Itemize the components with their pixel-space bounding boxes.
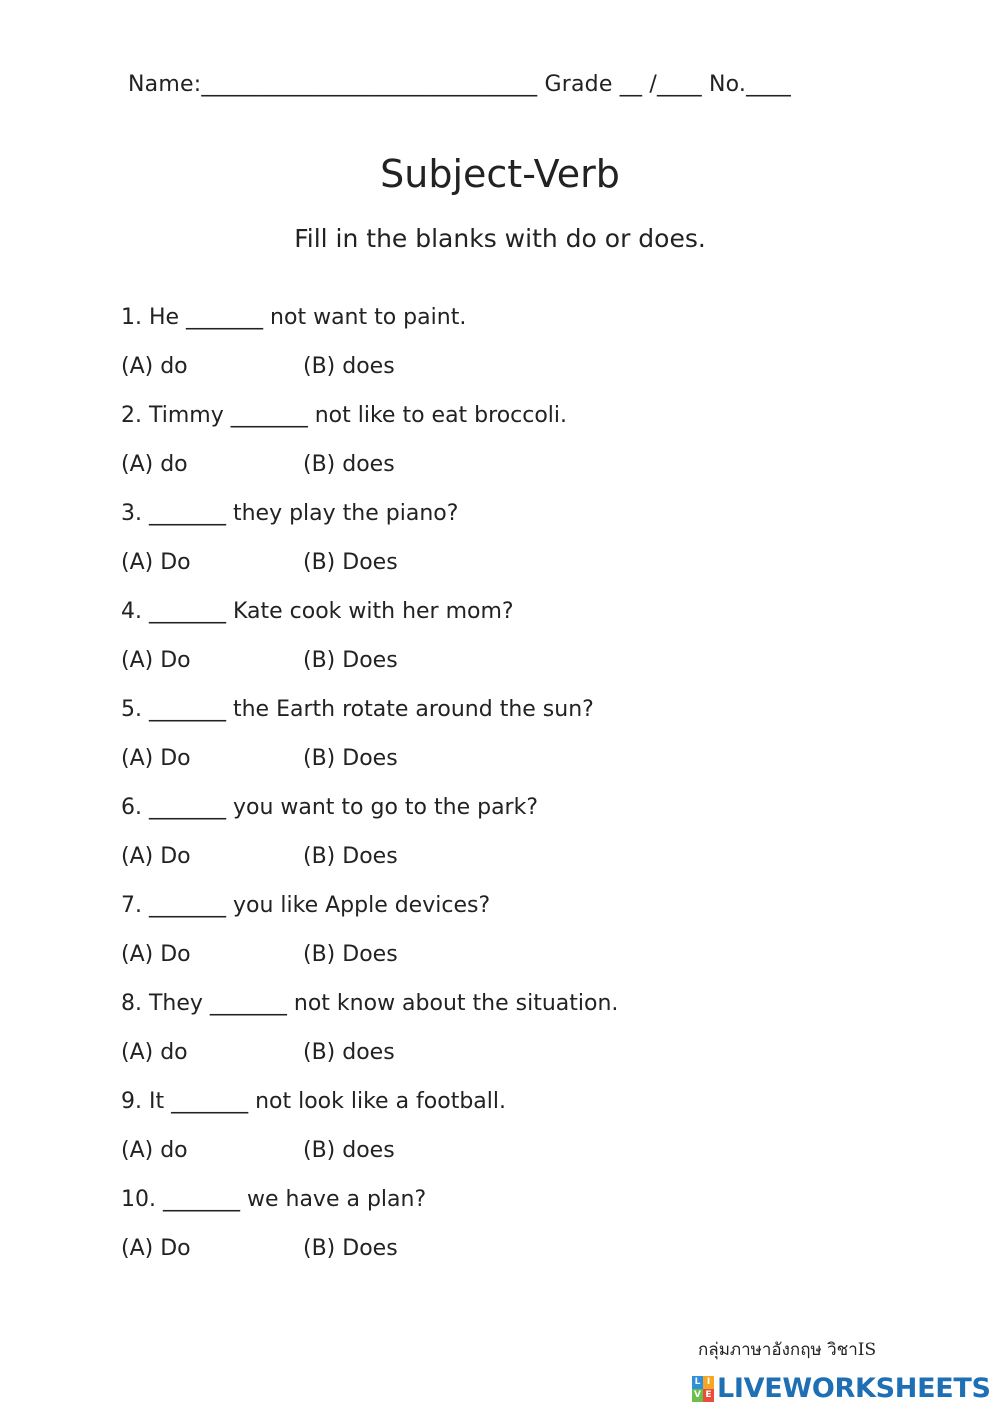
option-a[interactable]: (A) Do (121, 942, 191, 967)
question-text: 3. _______ they play the piano? (121, 501, 459, 526)
answer-options (121, 1229, 941, 1278)
option-b[interactable]: (B) Does (303, 550, 398, 575)
liveworksheets-wordmark: LIVEWORKSHEETS (717, 1373, 991, 1404)
question-text: 9. It _______ not look like a football. (121, 1089, 507, 1114)
question-9 (121, 1082, 941, 1180)
option-a[interactable]: (A) do (121, 354, 188, 379)
question-text: 10. _______ we have a plan? (121, 1187, 427, 1212)
option-a[interactable]: (A) Do (121, 746, 191, 771)
answer-options (121, 837, 941, 886)
option-b[interactable]: (B) Does (303, 1236, 398, 1261)
logo-letter-i: I (703, 1376, 714, 1389)
answer-options (121, 641, 941, 690)
option-b[interactable]: (B) does (303, 452, 395, 477)
option-b[interactable]: (B) does (303, 1138, 395, 1163)
question-4 (121, 592, 941, 690)
question-8 (121, 984, 941, 1082)
question-text: 1. He _______ not want to paint. (121, 305, 467, 330)
worksheet-title: Subject-Verb (380, 152, 620, 196)
answer-options (121, 347, 941, 396)
answer-options (121, 543, 941, 592)
answer-options (121, 1131, 941, 1180)
question-7 (121, 886, 941, 984)
question-text: 5. _______ the Earth rotate around the sun? (121, 697, 594, 722)
question-list (121, 298, 941, 1278)
option-a[interactable]: (A) Do (121, 648, 191, 673)
question-text: 4. _______ Kate cook with her mom? (121, 599, 514, 624)
question-1 (121, 298, 941, 396)
option-a[interactable]: (A) do (121, 1040, 188, 1065)
answer-options (121, 739, 941, 788)
answer-options (121, 935, 941, 984)
liveworksheets-logo-icon (692, 1376, 714, 1402)
option-b[interactable]: (B) does (303, 354, 395, 379)
option-a[interactable]: (A) do (121, 452, 188, 477)
question-5 (121, 690, 941, 788)
option-b[interactable]: (B) does (303, 1040, 395, 1065)
logo-letter-v: V (692, 1389, 703, 1402)
liveworksheets-brand[interactable] (692, 1373, 991, 1404)
answer-options (121, 445, 941, 494)
question-2 (121, 396, 941, 494)
question-10 (121, 1180, 941, 1278)
logo-letter-l: L (692, 1376, 703, 1389)
student-info-line: Name:______________________________ Grade __ /____ No.____ (128, 72, 791, 97)
department-label: กลุ่มภาษาอังกฤษ วิชาIS (698, 1340, 877, 1360)
question-6 (121, 788, 941, 886)
question-text: 8. They _______ not know about the situation. (121, 991, 619, 1016)
option-b[interactable]: (B) Does (303, 746, 398, 771)
worksheet-instruction: Fill in the blanks with do or does. (294, 224, 706, 253)
option-a[interactable]: (A) Do (121, 550, 191, 575)
logo-letter-e: E (703, 1389, 714, 1402)
option-a[interactable]: (A) Do (121, 1236, 191, 1261)
option-b[interactable]: (B) Does (303, 942, 398, 967)
question-text: 7. _______ you like Apple devices? (121, 893, 491, 918)
question-text: 2. Timmy _______ not like to eat broccoli. (121, 403, 568, 428)
question-text: 6. _______ you want to go to the park? (121, 795, 539, 820)
option-a[interactable]: (A) Do (121, 844, 191, 869)
option-b[interactable]: (B) Does (303, 844, 398, 869)
question-3 (121, 494, 941, 592)
answer-options (121, 1033, 941, 1082)
option-a[interactable]: (A) do (121, 1138, 188, 1163)
option-b[interactable]: (B) Does (303, 648, 398, 673)
